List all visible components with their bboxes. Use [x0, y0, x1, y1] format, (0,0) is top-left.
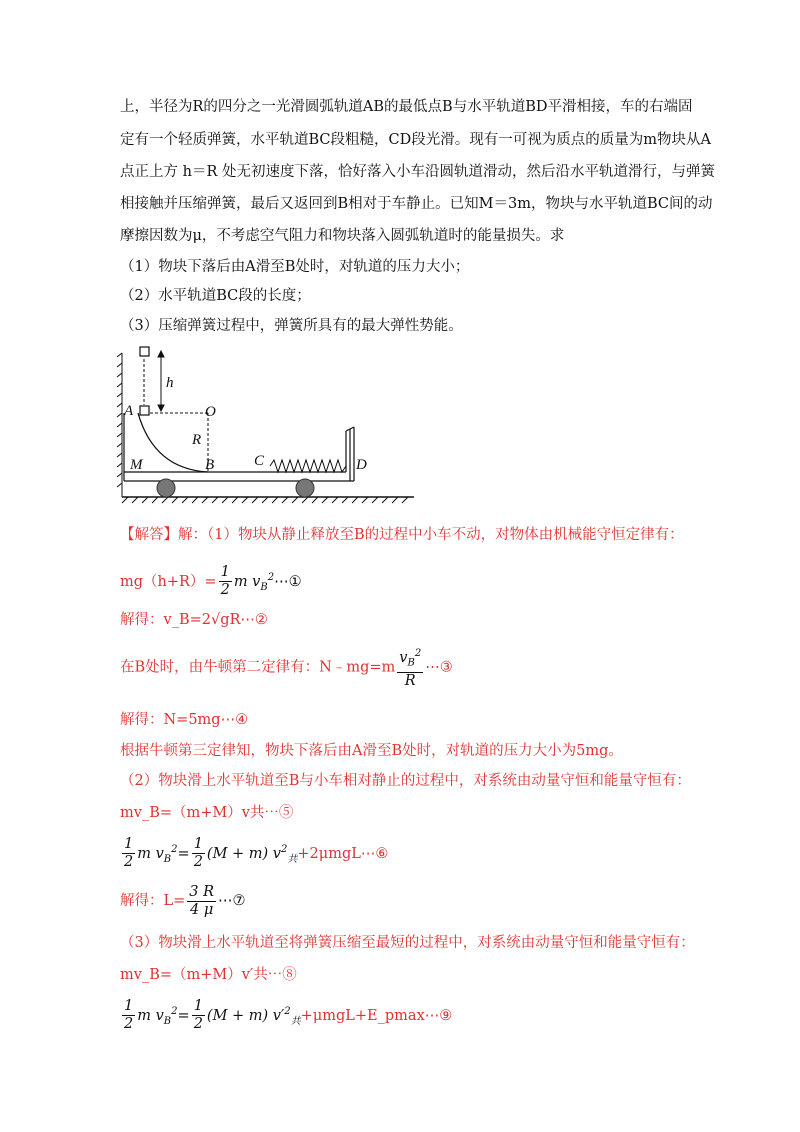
eq7-tail: ⋯⑦ — [218, 893, 246, 909]
sub-question-1: （1）物块下落后由A滑至B处时，对轨道的压力大小； — [120, 259, 470, 275]
block-at-a — [140, 406, 149, 415]
answer-tag: 【解答】 — [120, 527, 178, 543]
h-arrow — [158, 351, 164, 411]
question-line-4: 相接触并压缩弹簧，最后又返回到B相对于车静止。已知M＝3m，物块与水平轨道BC间的动 — [120, 196, 713, 212]
label-h: h — [166, 375, 174, 391]
eq9-tail: +μmgL+E_pmax⋯⑨ — [300, 1007, 453, 1024]
question-line-1: 上，半径为R的四分之一光滑圆弧轨道AB的最低点B与水平轨道BD平滑相接，车的右端固 — [120, 99, 693, 115]
sub-question-3: （3）压缩弹簧过程中，弹簧所具有的最大弹性势能。 — [120, 318, 463, 334]
part-3-intro: （3）物块滑上水平轨道至将弹簧压缩至最短的过程中，对系统由动量守恒和能量守恒有： — [120, 935, 695, 951]
equation-3: 在B处时，由牛顿第二定律有：N﹣mg=m $\frac{v_B^2}{R}$ ⋯③ — [120, 645, 453, 690]
equation-7: 解得：L= $\frac{3 R}{4 \mu}$ ⋯⑦ — [120, 883, 246, 918]
equation-4: 解得：N=5mg⋯④ — [120, 712, 249, 728]
eq7-lhs: 解得：L= — [120, 893, 186, 909]
equation-1: mg（h+R）= $\frac{1}{2}$ m $v_B^2\cdots ①$ — [120, 564, 302, 599]
question-line-2: 定有一个轻质弹簧，水平轨道BC段粗糙，CD段光滑。现有一可视为质点的质量为m物块从A — [120, 132, 711, 148]
label-o: O — [205, 404, 216, 420]
physics-diagram — [114, 343, 424, 508]
dashed-guides — [144, 359, 208, 472]
eq1-lhs: mg（h+R）= — [120, 573, 217, 590]
block-top — [140, 347, 149, 356]
cart — [124, 413, 354, 481]
label-c: C — [254, 453, 265, 469]
label-m: M — [130, 457, 143, 473]
equation-2 — [120, 610, 268, 630]
question-line-5: 摩擦因数为μ，不考虑空气阻力和物块落入圆弧轨道时的能量损失。求 — [120, 228, 565, 244]
eq6-tail: +2μmgL⋯⑥ — [297, 845, 389, 862]
ground — [122, 497, 414, 503]
sub-question-2: （2）水平轨道BC段的长度； — [120, 288, 311, 304]
answer-intro — [120, 525, 684, 545]
label-r: R — [192, 432, 202, 448]
newton-text: 在B处时，由牛顿第二定律有：N﹣mg=m — [120, 659, 396, 676]
part-2-intro: （2）物块滑上水平轨道至B与小车相对静止的过程中，对系统由动量守恒和能量守恒有： — [120, 773, 691, 789]
conclusion-1: 根据牛顿第三定律知，物块下落后由A滑至B处时，对轨道的压力大小为5mg。 — [120, 743, 623, 759]
equation-9: $\frac{1}{2}$ m $v_B^2=$ $\frac{1}{2}$ (M + m) $v'^2_共+\mu mgL+E\_pmax\cdots ⑨$ — [124, 998, 453, 1033]
label-b: B — [205, 457, 215, 473]
equation-5: mv_B=（m+M）v共⋯⑤ — [120, 805, 294, 821]
sol-prefix: 解得： — [120, 612, 164, 628]
left-wall — [117, 353, 122, 497]
eq3-tail: ⋯③ — [425, 659, 453, 676]
eq1-tail: ⋯① — [274, 573, 302, 590]
label-d: D — [356, 457, 367, 473]
spring — [270, 460, 346, 472]
wheel-right — [296, 479, 314, 497]
equation-8: mv_B=（m+M）v′共⋯⑧ — [120, 967, 297, 983]
eq2-text: v_B=2√gR⋯② — [163, 612, 268, 628]
wheel-left — [157, 479, 175, 497]
equation-6: $\frac{1}{2}$ m $v_B^2=$ $\frac{1}{2}$ (M + m) $v^2_共+2\mu mgL\cdots ⑥$ — [124, 836, 389, 871]
answer-intro-text: 解：（1）物块从静止释放至B的过程中小车不动，对物体由机械能守恒定律有： — [178, 527, 684, 543]
label-a: A — [124, 403, 134, 419]
question-line-3: 点正上方 h＝R 处无初速度下落，恰好落入小车沿圆轨道滑动，然后沿水平轨道滑行，与弹簧 — [120, 164, 715, 180]
